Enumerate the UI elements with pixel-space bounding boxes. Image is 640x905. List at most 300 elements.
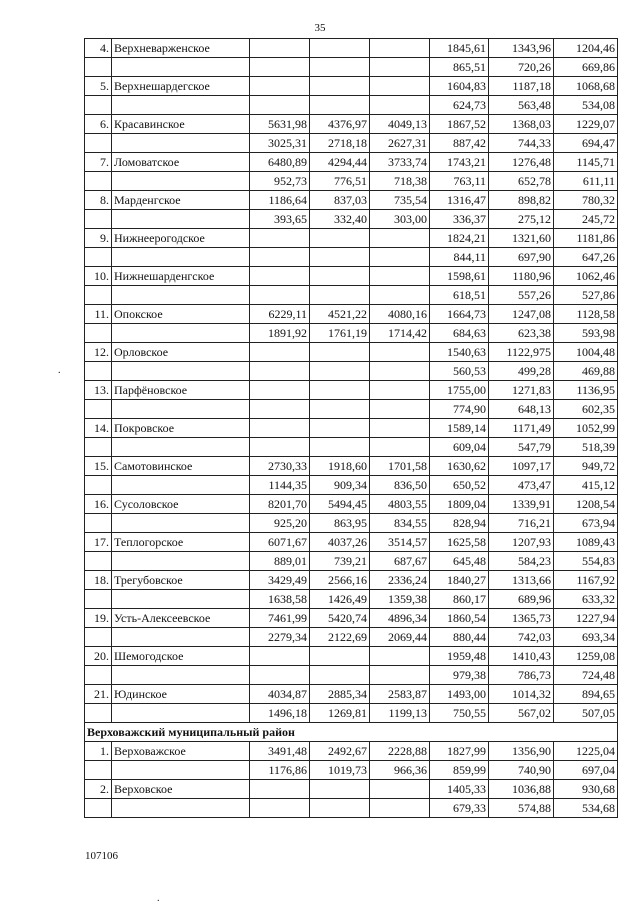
table-row: [85, 685, 618, 704]
table-row: [85, 229, 618, 248]
value-cell: 718,38: [370, 172, 430, 191]
value-cell: 1755,00: [430, 381, 489, 400]
settlement-name: Верхневарженское: [112, 39, 250, 58]
row-number: [85, 590, 112, 609]
value-cell: 4080,16: [370, 305, 430, 324]
value-cell: 1598,61: [430, 267, 489, 286]
value-cell: 4049,13: [370, 115, 430, 134]
value-cell: 694,47: [554, 134, 618, 153]
value-cell: [250, 362, 310, 381]
value-cell: 6229,11: [250, 305, 310, 324]
value-cell: 1845,61: [430, 39, 489, 58]
value-cell: 1410,43: [489, 647, 554, 666]
settlement-name: [112, 799, 250, 818]
value-cell: [250, 400, 310, 419]
value-cell: 1014,32: [489, 685, 554, 704]
table-row: [85, 191, 618, 210]
table-body-district: [85, 723, 618, 742]
value-cell: 584,23: [489, 552, 554, 571]
value-cell: 2730,33: [250, 457, 310, 476]
settlement-name: [112, 248, 250, 267]
value-cell: 1809,04: [430, 495, 489, 514]
value-cell: 5420,74: [310, 609, 370, 628]
value-cell: 534,08: [554, 96, 618, 115]
value-cell: 393,65: [250, 210, 310, 229]
value-cell: 4521,22: [310, 305, 370, 324]
row-number: [85, 666, 112, 685]
value-cell: 1918,60: [310, 457, 370, 476]
table-row: [85, 324, 618, 343]
value-cell: [370, 381, 430, 400]
value-cell: 4376,97: [310, 115, 370, 134]
value-cell: 1405,33: [430, 780, 489, 799]
value-cell: 5494,45: [310, 495, 370, 514]
value-cell: [370, 419, 430, 438]
value-cell: [310, 381, 370, 400]
value-cell: 1052,99: [554, 419, 618, 438]
value-cell: 1269,81: [310, 704, 370, 723]
row-number: 16.: [85, 495, 112, 514]
settlement-name: Опокское: [112, 305, 250, 324]
value-cell: 966,36: [370, 761, 430, 780]
value-cell: 611,11: [554, 172, 618, 191]
district-heading-row: [85, 723, 618, 742]
value-cell: 859,99: [430, 761, 489, 780]
value-cell: 679,33: [430, 799, 489, 818]
value-cell: 473,47: [489, 476, 554, 495]
row-number: [85, 438, 112, 457]
value-cell: 2718,18: [310, 134, 370, 153]
row-number: [85, 400, 112, 419]
value-cell: 1339,91: [489, 495, 554, 514]
tariff-table: [84, 38, 618, 818]
table-row: [85, 77, 618, 96]
row-number: 14.: [85, 419, 112, 438]
value-cell: [310, 666, 370, 685]
value-cell: 1714,42: [370, 324, 430, 343]
table-row: [85, 647, 618, 666]
value-cell: 1204,46: [554, 39, 618, 58]
table-row: [85, 172, 618, 191]
table-row: [85, 400, 618, 419]
value-cell: 3491,48: [250, 742, 310, 761]
value-cell: [310, 96, 370, 115]
value-cell: [310, 39, 370, 58]
value-cell: [310, 362, 370, 381]
row-number: [85, 96, 112, 115]
value-cell: 1625,58: [430, 533, 489, 552]
value-cell: 1867,52: [430, 115, 489, 134]
value-cell: 336,37: [430, 210, 489, 229]
value-cell: 518,39: [554, 438, 618, 457]
settlement-name: [112, 590, 250, 609]
row-number: [85, 248, 112, 267]
row-number: 6.: [85, 115, 112, 134]
value-cell: 2069,44: [370, 628, 430, 647]
value-cell: [250, 58, 310, 77]
value-cell: 844,11: [430, 248, 489, 267]
row-number: 18.: [85, 571, 112, 590]
value-cell: 1186,64: [250, 191, 310, 210]
table-row: [85, 153, 618, 172]
value-cell: 1313,66: [489, 571, 554, 590]
value-cell: [370, 58, 430, 77]
row-number: 17.: [85, 533, 112, 552]
table-row: [85, 609, 618, 628]
row-number: [85, 552, 112, 571]
value-cell: 1496,18: [250, 704, 310, 723]
table-row: [85, 476, 618, 495]
value-cell: 909,34: [310, 476, 370, 495]
row-number: [85, 324, 112, 343]
value-cell: [310, 419, 370, 438]
row-number: [85, 286, 112, 305]
table-row: [85, 305, 618, 324]
value-cell: 3733,74: [370, 153, 430, 172]
settlement-name: Трегубовское: [112, 571, 250, 590]
value-cell: 2122,69: [310, 628, 370, 647]
value-cell: 1276,48: [489, 153, 554, 172]
value-cell: 5631,98: [250, 115, 310, 134]
table-row: [85, 58, 618, 77]
row-number: 5.: [85, 77, 112, 96]
value-cell: 1036,88: [489, 780, 554, 799]
row-number: 8.: [85, 191, 112, 210]
value-cell: 1743,21: [430, 153, 489, 172]
row-number: [85, 134, 112, 153]
value-cell: [310, 286, 370, 305]
value-cell: 894,65: [554, 685, 618, 704]
table-row: [85, 210, 618, 229]
settlement-name: [112, 134, 250, 153]
value-cell: 1167,92: [554, 571, 618, 590]
value-cell: 1891,92: [250, 324, 310, 343]
value-cell: 574,88: [489, 799, 554, 818]
value-cell: [370, 780, 430, 799]
settlement-name: [112, 362, 250, 381]
value-cell: 2279,34: [250, 628, 310, 647]
value-cell: 724,48: [554, 666, 618, 685]
value-cell: 1019,73: [310, 761, 370, 780]
value-cell: 1638,58: [250, 590, 310, 609]
table-row: [85, 533, 618, 552]
settlement-name: Верховское: [112, 780, 250, 799]
row-number: [85, 799, 112, 818]
value-cell: 275,12: [489, 210, 554, 229]
value-cell: 2336,24: [370, 571, 430, 590]
table-row: [85, 571, 618, 590]
value-cell: 1589,14: [430, 419, 489, 438]
value-cell: [310, 77, 370, 96]
value-cell: [250, 381, 310, 400]
value-cell: [250, 39, 310, 58]
settlement-name: Самотовинское: [112, 457, 250, 476]
value-cell: 547,79: [489, 438, 554, 457]
value-cell: 776,51: [310, 172, 370, 191]
value-cell: 633,32: [554, 590, 618, 609]
value-cell: 740,90: [489, 761, 554, 780]
value-cell: 739,21: [310, 552, 370, 571]
value-cell: [310, 58, 370, 77]
value-cell: 889,01: [250, 552, 310, 571]
row-number: [85, 362, 112, 381]
value-cell: 1824,21: [430, 229, 489, 248]
document-code: 107106: [85, 850, 118, 862]
value-cell: 1247,08: [489, 305, 554, 324]
table-row: [85, 704, 618, 723]
value-cell: 3429,49: [250, 571, 310, 590]
value-cell: 1176,86: [250, 761, 310, 780]
value-cell: 720,26: [489, 58, 554, 77]
value-cell: [310, 400, 370, 419]
value-cell: 1604,83: [430, 77, 489, 96]
value-cell: 863,95: [310, 514, 370, 533]
value-cell: 4037,26: [310, 533, 370, 552]
value-cell: 623,38: [489, 324, 554, 343]
value-cell: [370, 799, 430, 818]
value-cell: 828,94: [430, 514, 489, 533]
value-cell: 880,44: [430, 628, 489, 647]
value-cell: [250, 419, 310, 438]
value-cell: [370, 39, 430, 58]
value-cell: 624,73: [430, 96, 489, 115]
value-cell: 332,40: [310, 210, 370, 229]
district-heading: Верховажский муниципальный район: [85, 723, 618, 742]
row-number: 7.: [85, 153, 112, 172]
value-cell: 602,35: [554, 400, 618, 419]
table-row: [85, 115, 618, 134]
value-cell: [310, 248, 370, 267]
value-cell: 836,50: [370, 476, 430, 495]
table-row: [85, 286, 618, 305]
row-number: [85, 628, 112, 647]
value-cell: 1180,96: [489, 267, 554, 286]
value-cell: 834,55: [370, 514, 430, 533]
value-cell: 887,42: [430, 134, 489, 153]
table-row: [85, 96, 618, 115]
value-cell: 1227,94: [554, 609, 618, 628]
settlement-name: [112, 210, 250, 229]
settlement-name: [112, 438, 250, 457]
row-number: [85, 704, 112, 723]
value-cell: [250, 780, 310, 799]
value-cell: 8201,70: [250, 495, 310, 514]
value-cell: 744,33: [489, 134, 554, 153]
settlement-name: Усть-Алексеевское: [112, 609, 250, 628]
table-row: [85, 419, 618, 438]
value-cell: 1664,73: [430, 305, 489, 324]
value-cell: [370, 362, 430, 381]
value-cell: [370, 248, 430, 267]
value-cell: 648,13: [489, 400, 554, 419]
value-cell: 554,83: [554, 552, 618, 571]
settlement-name: [112, 96, 250, 115]
value-cell: 1343,96: [489, 39, 554, 58]
value-cell: 557,26: [489, 286, 554, 305]
value-cell: 1208,54: [554, 495, 618, 514]
settlement-name: Ломоватское: [112, 153, 250, 172]
settlement-name: Марденгское: [112, 191, 250, 210]
value-cell: 1959,48: [430, 647, 489, 666]
value-cell: [310, 267, 370, 286]
row-number: 10.: [85, 267, 112, 286]
value-cell: 1271,83: [489, 381, 554, 400]
value-cell: 652,78: [489, 172, 554, 191]
table-row: [85, 267, 618, 286]
value-cell: 609,04: [430, 438, 489, 457]
value-cell: [250, 267, 310, 286]
row-number: 9.: [85, 229, 112, 248]
value-cell: 2627,31: [370, 134, 430, 153]
value-cell: [250, 248, 310, 267]
settlement-name: [112, 172, 250, 191]
value-cell: 925,20: [250, 514, 310, 533]
value-cell: 1630,62: [430, 457, 489, 476]
value-cell: [310, 438, 370, 457]
settlement-name: Красавинское: [112, 115, 250, 134]
row-number: 12.: [85, 343, 112, 362]
value-cell: 786,73: [489, 666, 554, 685]
value-cell: 1761,19: [310, 324, 370, 343]
value-cell: 1229,07: [554, 115, 618, 134]
value-cell: 1701,58: [370, 457, 430, 476]
value-cell: 563,48: [489, 96, 554, 115]
table-row: [85, 134, 618, 153]
row-number: [85, 210, 112, 229]
value-cell: 2583,87: [370, 685, 430, 704]
table-row: [85, 552, 618, 571]
value-cell: 593,98: [554, 324, 618, 343]
settlement-name: Нижнеерогодское: [112, 229, 250, 248]
value-cell: 1321,60: [489, 229, 554, 248]
value-cell: 774,90: [430, 400, 489, 419]
value-cell: 1122,975: [489, 343, 554, 362]
table-row: [85, 248, 618, 267]
row-number: [85, 761, 112, 780]
table-row: [85, 742, 618, 761]
settlement-name: [112, 476, 250, 495]
table-row: [85, 362, 618, 381]
value-cell: 2566,16: [310, 571, 370, 590]
table-row: [85, 343, 618, 362]
table-row: [85, 381, 618, 400]
table-row: [85, 666, 618, 685]
settlement-name: Юдинское: [112, 685, 250, 704]
value-cell: [310, 343, 370, 362]
value-cell: 687,67: [370, 552, 430, 571]
row-number: 15.: [85, 457, 112, 476]
table-row: [85, 590, 618, 609]
settlement-name: [112, 58, 250, 77]
value-cell: 1145,71: [554, 153, 618, 172]
value-cell: 507,05: [554, 704, 618, 723]
value-cell: 647,26: [554, 248, 618, 267]
settlement-name: Шемогодское: [112, 647, 250, 666]
value-cell: [370, 400, 430, 419]
value-cell: 2492,67: [310, 742, 370, 761]
value-cell: 534,68: [554, 799, 618, 818]
value-cell: 245,72: [554, 210, 618, 229]
value-cell: 750,55: [430, 704, 489, 723]
table-row: [85, 438, 618, 457]
value-cell: [370, 286, 430, 305]
value-cell: 618,51: [430, 286, 489, 305]
value-cell: [250, 647, 310, 666]
value-cell: 1368,03: [489, 115, 554, 134]
value-cell: 415,12: [554, 476, 618, 495]
value-cell: [250, 77, 310, 96]
value-cell: 1199,13: [370, 704, 430, 723]
settlement-name: [112, 761, 250, 780]
value-cell: [250, 666, 310, 685]
table-row: [85, 495, 618, 514]
value-cell: 735,54: [370, 191, 430, 210]
value-cell: 4896,34: [370, 609, 430, 628]
settlement-name: Сусоловское: [112, 495, 250, 514]
value-cell: 1207,93: [489, 533, 554, 552]
row-number: [85, 476, 112, 495]
value-cell: 979,38: [430, 666, 489, 685]
stray-mark: .: [58, 365, 61, 376]
value-cell: 2228,88: [370, 742, 430, 761]
value-cell: [250, 229, 310, 248]
value-cell: 716,21: [489, 514, 554, 533]
row-number: [85, 514, 112, 533]
value-cell: [250, 343, 310, 362]
value-cell: 742,03: [489, 628, 554, 647]
value-cell: 1097,17: [489, 457, 554, 476]
value-cell: 469,88: [554, 362, 618, 381]
value-cell: 650,52: [430, 476, 489, 495]
value-cell: 1181,86: [554, 229, 618, 248]
value-cell: 3025,31: [250, 134, 310, 153]
row-number: [85, 58, 112, 77]
page-number: 35: [314, 22, 326, 34]
settlement-name: [112, 704, 250, 723]
value-cell: [310, 647, 370, 666]
value-cell: 1144,35: [250, 476, 310, 495]
value-cell: 684,63: [430, 324, 489, 343]
table-row: [85, 799, 618, 818]
value-cell: 763,11: [430, 172, 489, 191]
value-cell: [370, 343, 430, 362]
value-cell: [370, 666, 430, 685]
value-cell: 1860,54: [430, 609, 489, 628]
value-cell: 4294,44: [310, 153, 370, 172]
settlement-name: Покровское: [112, 419, 250, 438]
value-cell: 6480,89: [250, 153, 310, 172]
value-cell: 693,34: [554, 628, 618, 647]
value-cell: 560,53: [430, 362, 489, 381]
value-cell: 1840,27: [430, 571, 489, 590]
value-cell: 1225,04: [554, 742, 618, 761]
value-cell: 2885,34: [310, 685, 370, 704]
value-cell: 669,86: [554, 58, 618, 77]
value-cell: [250, 799, 310, 818]
settlement-name: Верховажское: [112, 742, 250, 761]
settlement-name: [112, 324, 250, 343]
value-cell: 930,68: [554, 780, 618, 799]
settlement-name: Теплогорское: [112, 533, 250, 552]
table-body-district-settlements: [85, 742, 618, 818]
value-cell: 1359,38: [370, 590, 430, 609]
value-cell: 1426,49: [310, 590, 370, 609]
value-cell: [370, 267, 430, 286]
value-cell: 1062,46: [554, 267, 618, 286]
value-cell: 689,96: [489, 590, 554, 609]
value-cell: 1171,49: [489, 419, 554, 438]
value-cell: 898,82: [489, 191, 554, 210]
